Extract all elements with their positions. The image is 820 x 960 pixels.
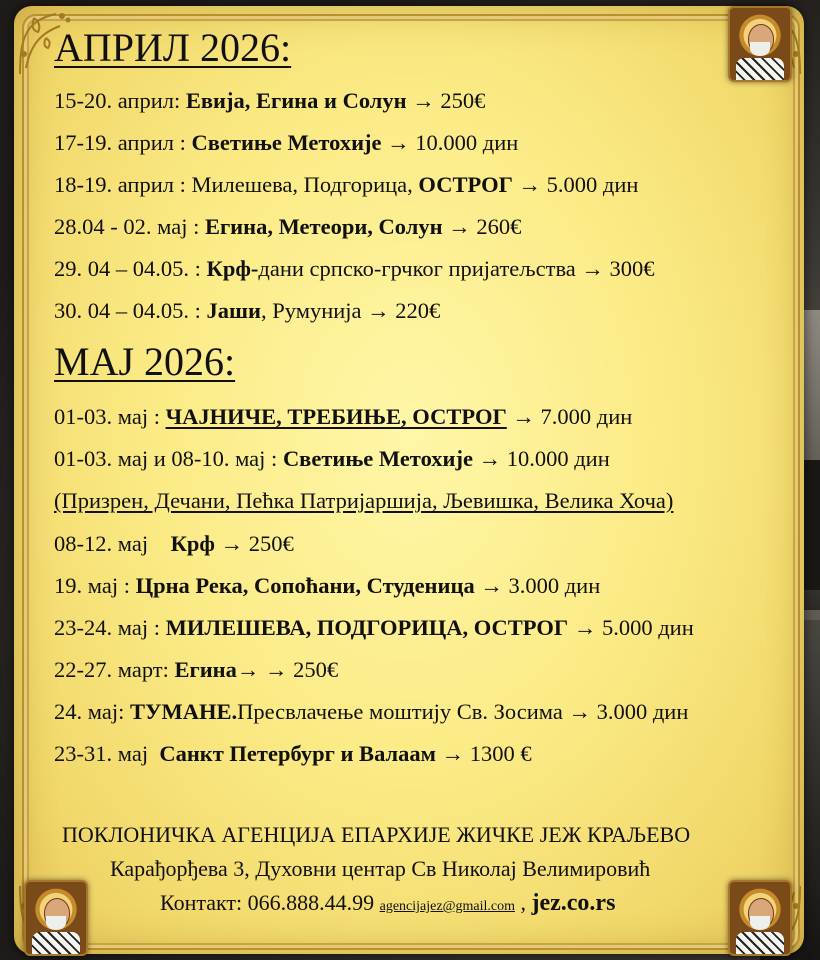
april-trip-2: 17-19. април : Светиње Метохије → 10.000 дин [54,130,519,155]
april-trip-4: 28.04 - 02. мај : Егина, Метеори, Солун → 260€ [54,214,522,239]
contact-line: Контакт: 066.888.44.99 agencijajez@gmail.com , jez.co.rs [160,890,616,916]
april-trip-1: 15-20. април: Евија, Егина и Солун → 250€ [54,88,486,113]
may-trip-8: 23-31. мај Санкт Петербург и Валаам → 1300 € [54,741,532,766]
agency-address: Карађорђева 3, Духовни центар Св Николај Велимировић [110,856,651,881]
april-trip-6: 30. 04 – 04.05. : Јаши, Румунија → 220€ [54,298,441,323]
website-link[interactable]: jez.co.rs [531,890,616,916]
may-trip-5: 23-24. мај : МИЛЕШЕВА, ПОДГОРИЦА, ОСТРОГ → 5.000 дин [54,615,694,640]
may-trip-6: 22-27. март: Егина→ → 250€ [54,657,339,682]
april-trip-3: 18-19. април : Милешева, Подгорица, ОСТРОГ → 5.000 дин [54,172,639,197]
contact-phone: Контакт: 066.888.44.99 [160,890,380,915]
april-heading: АПРИЛ 2026: [54,25,292,70]
may-trip-4: 19. мај : Црна Река, Сопоћани, Студеница → 3.000 дин [54,573,601,598]
may-trip-7: 24. мај: ТУМАНЕ.Пресвлачење моштију Св. Зосима → 3.000 дин [54,699,689,724]
april-trip-5: 29. 04 – 04.05. : Крф-дани српско-грчког пријатељства → 300€ [54,256,655,281]
contact-email-link[interactable]: agencijajez@gmail.com [379,899,515,914]
may-trip-2: 01-03. мај и 08-10. мај : Светиње Метохије → 10.000 дин [54,446,610,471]
agency-name: ПОКЛОНИЧКА АГЕНЦИЈА ЕПАРХИЈЕ ЖИЧКЕ ЈЕЖ КРАЉЕВО [62,822,691,847]
may-trip-2-details: (Призрен, Дечани, Пећка Патријаршија, Љевишка, Велика Хоча) [54,488,674,513]
may-heading: МАЈ 2026: [54,339,236,384]
may-trip-1: 01-03. мај : ЧАЈНИЧЕ, ТРЕБИЊЕ, ОСТРОГ → 7.000 дин [54,404,633,429]
may-trip-3: 08-12. мај Крф → 250€ [54,531,294,556]
